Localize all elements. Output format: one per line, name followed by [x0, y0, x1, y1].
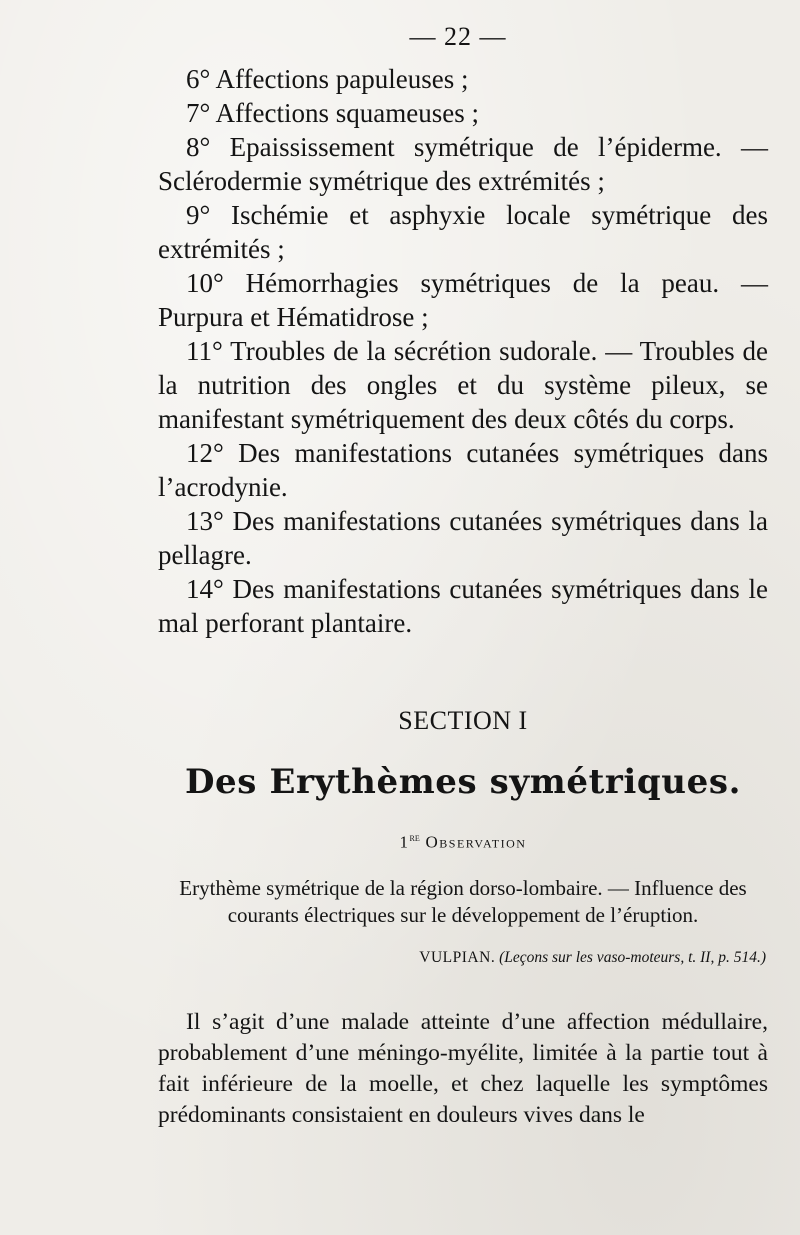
observation-label: [158, 832, 768, 853]
list-item: 6° Affections papuleuses ;: [186, 64, 469, 94]
page-number: — 22 —: [409, 22, 507, 51]
list-item: 11° Troubles de la sécrétion sudorale. — Troubles de la nutrition des ongles et du système pileux, se manifestant symétriquement des deux côtés du corps.: [158, 336, 768, 434]
section-title: Des Erythèmes symétriques.: [184, 762, 742, 802]
observation-number: 1: [399, 832, 410, 852]
list-item: 10° Hémorrhagies symétriques de la peau. — Purpura et Hématidrose ;: [158, 268, 768, 332]
section-heading: SECTION I: [398, 706, 528, 735]
observation-suffix: re: [409, 832, 420, 844]
symmetric-affections-list: [158, 62, 768, 640]
citation: [158, 949, 768, 967]
observation-word: Observation: [425, 832, 527, 852]
list-item: 9° Ischémie et asphyxie locale symétrique des extrémités ;: [158, 200, 768, 264]
observation-body-text: Il s’agit d’une malade atteinte d’une affection médullaire, probablement d’une méningo-myélite, limitée à la partie tout à fait inférieure de la moelle, et chez laquelle les symptômes prédominants consistaient en douleurs vives dans le: [158, 1008, 768, 1128]
list-item: 7° Affections squameuses ;: [186, 98, 480, 128]
list-item: 12° Des manifestations cutanées symétriques dans l’acrodynie.: [158, 438, 768, 502]
citation-author: VULPIAN.: [419, 948, 496, 966]
page-content: [158, 22, 768, 1154]
observation-title: Erythème symétrique de la région dorso-lombaire. — Influence des courants électriques sur le développement de l’éruption.: [179, 875, 747, 927]
citation-reference: (Leçons sur les vaso-moteurs, t. II, p. 514.): [499, 948, 766, 966]
list-item: 14° Des manifestations cutanées symétriques dans le mal perforant plantaire.: [158, 574, 768, 638]
list-item: 8° Epaississement symétrique de l’épiderme. — Sclérodermie symétrique des extrémités ;: [158, 132, 768, 196]
list-item: 13° Des manifestations cutanées symétriques dans la pellagre.: [158, 506, 768, 570]
